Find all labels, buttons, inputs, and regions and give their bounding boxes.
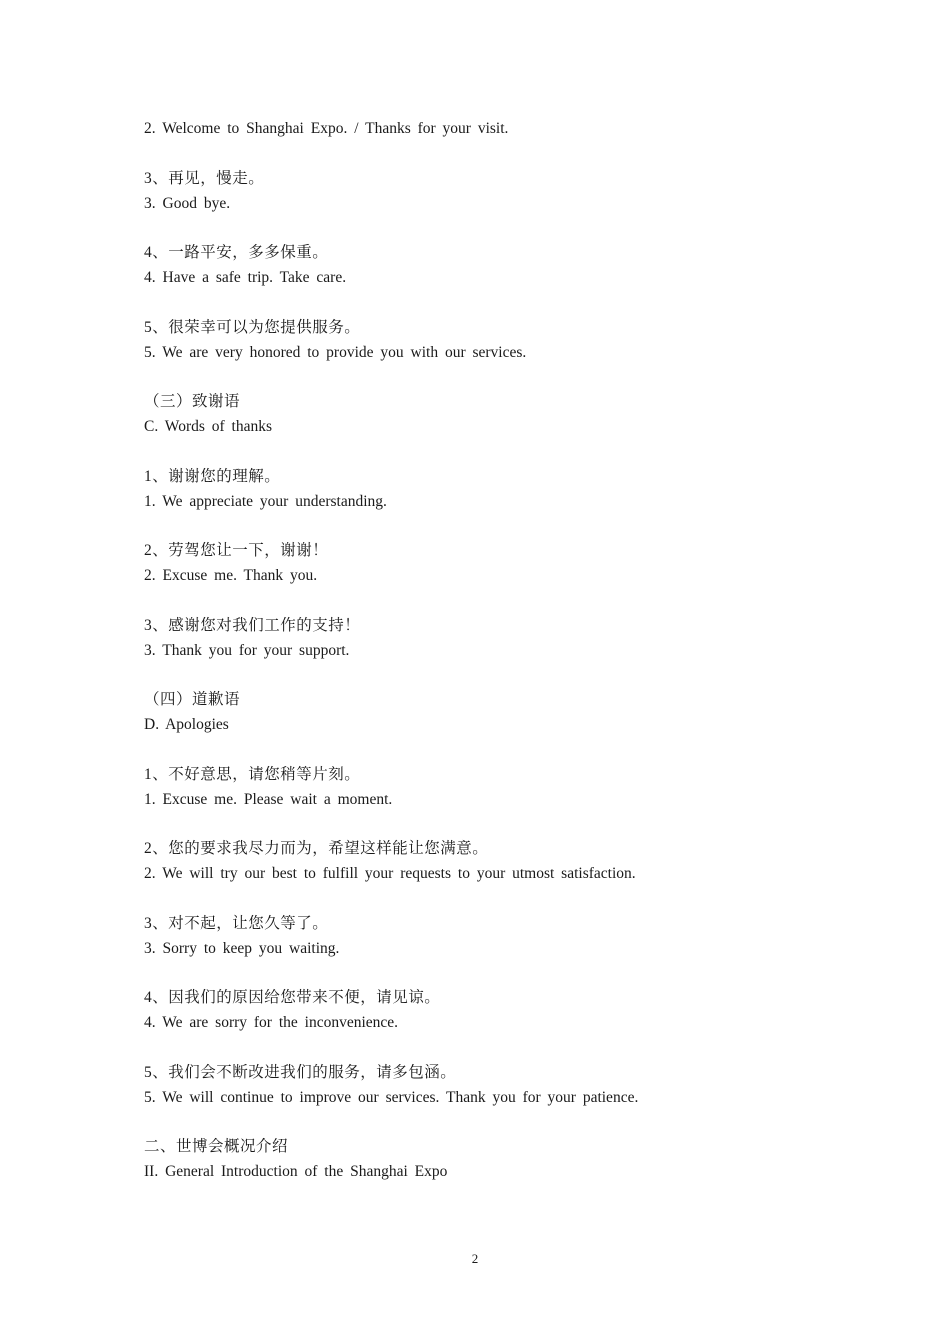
english-line: 2. Welcome to Shanghai Expo. / Thanks for your visit. bbox=[144, 120, 509, 137]
english-line: 3. Good bye. bbox=[144, 194, 231, 212]
paragraph-gap bbox=[144, 514, 824, 539]
english-line: 5. We will continue to improve our services. Thank you for your patience. bbox=[144, 1088, 639, 1106]
chinese-line: 3、再见，慢走。 bbox=[144, 169, 265, 187]
paragraph-gap bbox=[144, 290, 824, 315]
paragraph bbox=[144, 911, 824, 961]
paragraph bbox=[144, 1060, 824, 1110]
chinese-line: 5、我们会不断改进我们的服务，请多包涵。 bbox=[144, 1063, 457, 1081]
chinese-line: 1、谢谢您的理解。 bbox=[144, 467, 281, 485]
paragraph bbox=[144, 985, 824, 1035]
paragraph-gap bbox=[144, 141, 824, 166]
english-line: 1. We appreciate your understanding. bbox=[144, 492, 387, 510]
paragraph-gap bbox=[144, 1110, 824, 1135]
chinese-line: 3、对不起，让您久等了。 bbox=[144, 914, 329, 932]
chinese-heading: （四）道歉语 bbox=[144, 691, 241, 708]
english-line: 2. Excuse me. Thank you. bbox=[144, 567, 318, 584]
paragraph-gap bbox=[144, 812, 824, 837]
chinese-line: 3、感谢您对我们工作的支持！ bbox=[144, 616, 361, 634]
chinese-line: 2、劳驾您让一下，谢谢！ bbox=[144, 542, 329, 559]
paragraph bbox=[144, 166, 824, 216]
english-line: 2. We will try our best to fulfill your requests to your utmost satisfaction. bbox=[144, 865, 636, 882]
paragraph-gap bbox=[144, 439, 824, 464]
english-heading: II. General Introduction of the Shanghai Expo bbox=[144, 1163, 448, 1180]
paragraph-gap bbox=[144, 365, 824, 390]
page-number: 2 bbox=[471, 1251, 479, 1266]
english-line: 3. Sorry to keep you waiting. bbox=[144, 939, 340, 957]
paragraph bbox=[144, 538, 824, 588]
paragraph bbox=[144, 613, 824, 663]
paragraph-gap bbox=[144, 886, 824, 911]
paragraph-gap bbox=[144, 663, 824, 688]
chinese-line: 4、因我们的原因给您带来不便，请见谅。 bbox=[144, 989, 441, 1006]
english-line: 4. We are sorry for the inconvenience. bbox=[144, 1014, 399, 1031]
chinese-line: 2、您的要求我尽力而为，希望这样能让您满意。 bbox=[144, 840, 489, 857]
document-body bbox=[144, 116, 824, 1184]
paragraph bbox=[144, 116, 824, 141]
english-line: 3. Thank you for your support. bbox=[144, 641, 350, 659]
chinese-line: 5、很荣幸可以为您提供服务。 bbox=[144, 318, 361, 336]
paragraph-gap bbox=[144, 216, 824, 241]
english-line: 5. We are very honored to provide you with our services. bbox=[144, 343, 527, 361]
paragraph bbox=[144, 836, 824, 886]
paragraph-gap bbox=[144, 1035, 824, 1060]
paragraph bbox=[144, 464, 824, 514]
paragraph bbox=[144, 762, 824, 812]
section-heading bbox=[144, 389, 824, 439]
paragraph-gap bbox=[144, 737, 824, 762]
section-heading bbox=[144, 1134, 824, 1184]
chinese-line: 1、不好意思，请您稍等片刻。 bbox=[144, 765, 361, 783]
chinese-heading: 二、世博会概况介绍 bbox=[144, 1138, 289, 1155]
paragraph-gap bbox=[144, 588, 824, 613]
english-line: 1. Excuse me. Please wait a moment. bbox=[144, 790, 393, 808]
section-heading bbox=[144, 687, 824, 737]
english-line: 4. Have a safe trip. Take care. bbox=[144, 269, 347, 286]
chinese-heading: （三）致谢语 bbox=[144, 393, 241, 410]
chinese-line: 4、一路平安，多多保重。 bbox=[144, 244, 329, 261]
paragraph-gap bbox=[144, 961, 824, 986]
english-heading: C. Words of thanks bbox=[144, 418, 273, 435]
paragraph bbox=[144, 315, 824, 365]
paragraph bbox=[144, 240, 824, 290]
english-heading: D. Apologies bbox=[144, 716, 229, 733]
